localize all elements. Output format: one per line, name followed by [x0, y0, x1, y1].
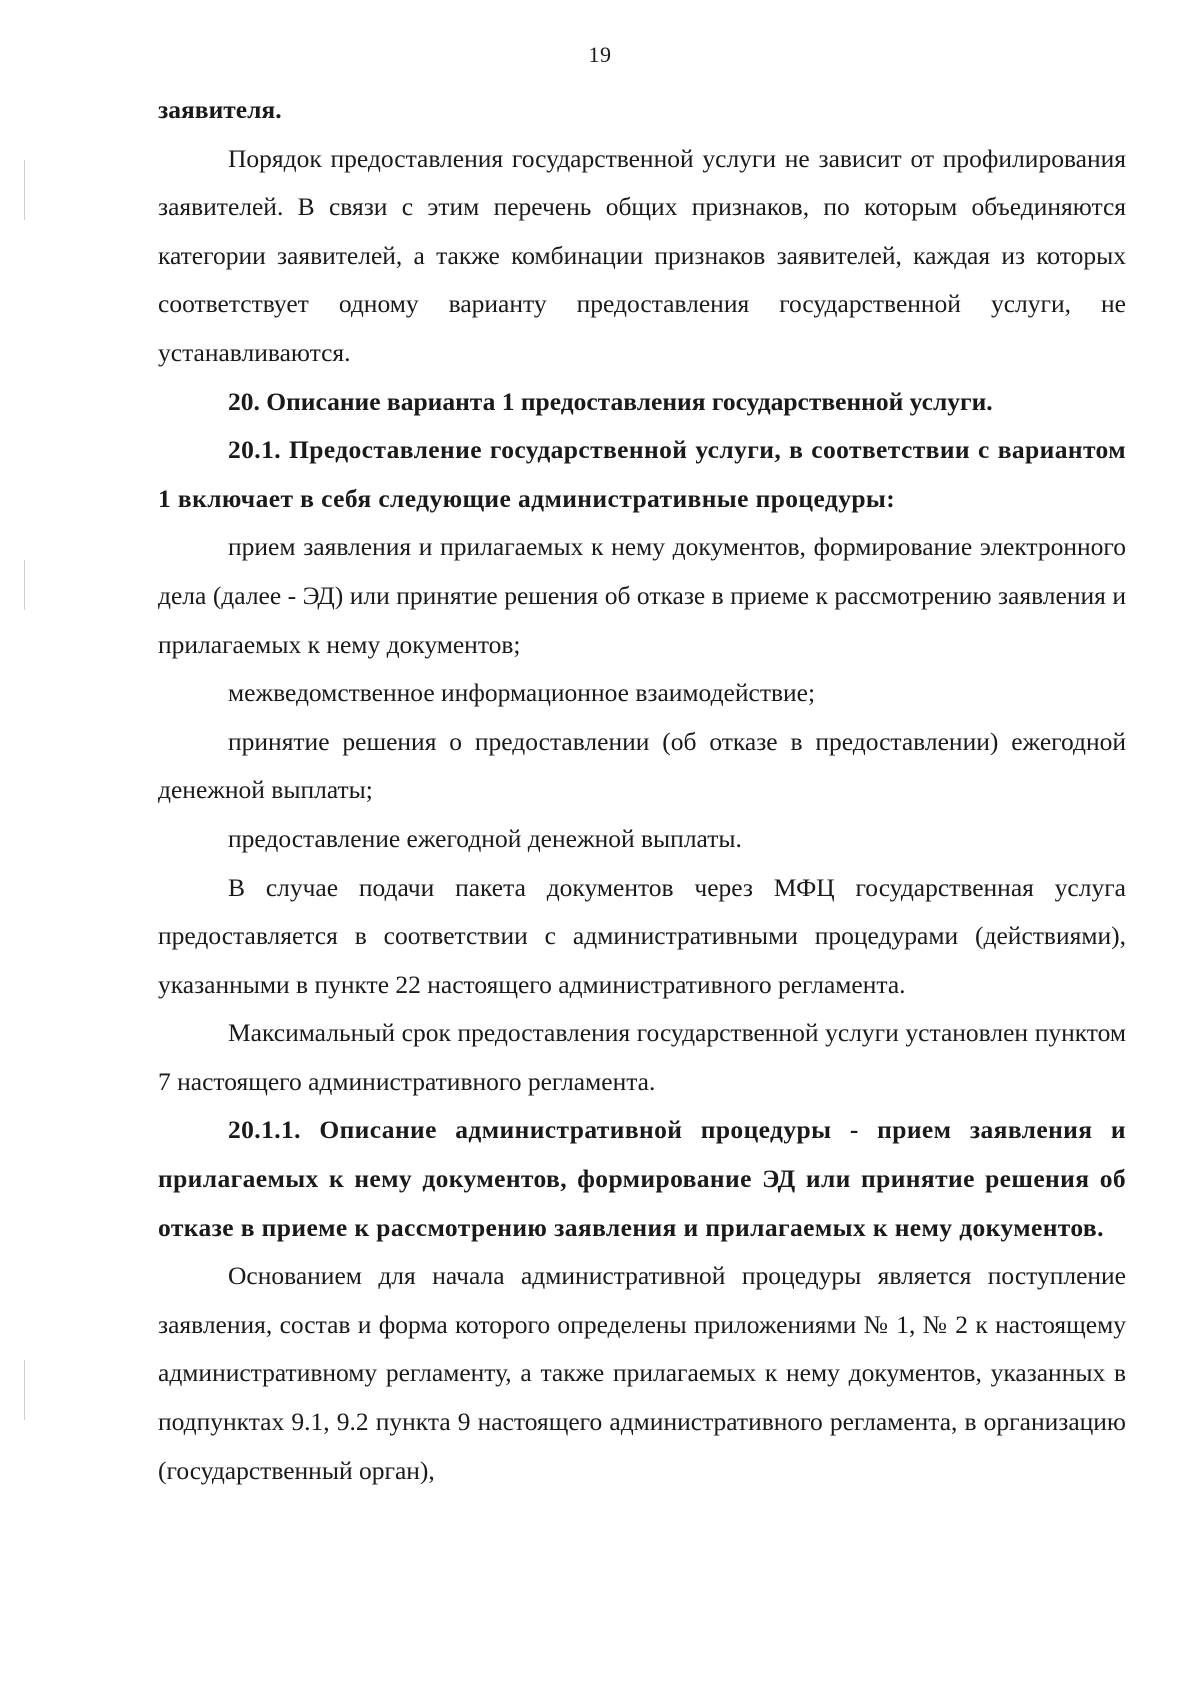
section-heading-20: 20. Описание варианта 1 предоставления государственной услуги.	[228, 386, 993, 416]
page-number: 19	[588, 42, 612, 67]
paragraph-mfc: В случае подачи пакета документов через МФЦ государственная услуга предоставляется в соответствии с административными процедурами (действиями), указанными в пункте 22 настоящего административного регламента.	[158, 872, 1126, 999]
list-item-decision: принятие решения о предоставлении (об отказе в предоставлении) ежегодной денежной выплаты;	[158, 726, 1126, 805]
list-item-interaction: межведомственное информационное взаимодействие;	[228, 678, 816, 708]
scan-margin-mark	[24, 1360, 25, 1420]
section-heading-20-1-1: 20.1.1. Описание административной процедуры - прием заявления и прилагаемых к нему документов, формирование ЭД или принятие решения об отказе в приеме к рассмотрению заявления и прилагаемых к нему документов.	[158, 1115, 1126, 1242]
paragraph-heading-continuation: заявителя.	[158, 95, 282, 124]
list-item-reception: прием заявления и прилагаемых к нему документов, формирование электронного дела (далее - ЭД) или принятие решения об отказе в приеме к рассмотрению заявления и прилагаемых к нему документов;	[158, 532, 1126, 659]
paragraph-max-term: Максимальный срок предоставления государственной услуги установлен пунктом 7 настоящего административного регламента.	[158, 1018, 1126, 1096]
list-item-provision: предоставление ежегодной денежной выплаты.	[228, 823, 742, 853]
paragraph-grounds: Основанием для начала административной процедуры является поступление заявления, состав и форма которого определены приложениями № 1, № 2 к настоящему административному регламенту, а также прилагаемых к нему документов, указанных в подпунктах 9.1, 9.2 пункта 9 настоящего административного регламента, в организацию (государственный орган),	[158, 1261, 1126, 1485]
scan-margin-mark	[24, 160, 25, 220]
paragraph-profiling: Порядок предоставления государственной услуги не зависит от профилирования заявителей. В связи с этим перечень общих признаков, по которым объединяются категории заявителей, а также комбинации признаков заявителей, каждая из которых соответствует одному варианту предоставления государственной услуги, не устанавливаются.	[158, 143, 1126, 367]
document-body	[158, 86, 1126, 1495]
section-heading-20-1: 20.1. Предоставление государственной услуги, в соответствии с вариантом 1 включает в себя следующие административные процедуры:	[158, 435, 1126, 513]
scan-margin-mark	[24, 560, 25, 610]
